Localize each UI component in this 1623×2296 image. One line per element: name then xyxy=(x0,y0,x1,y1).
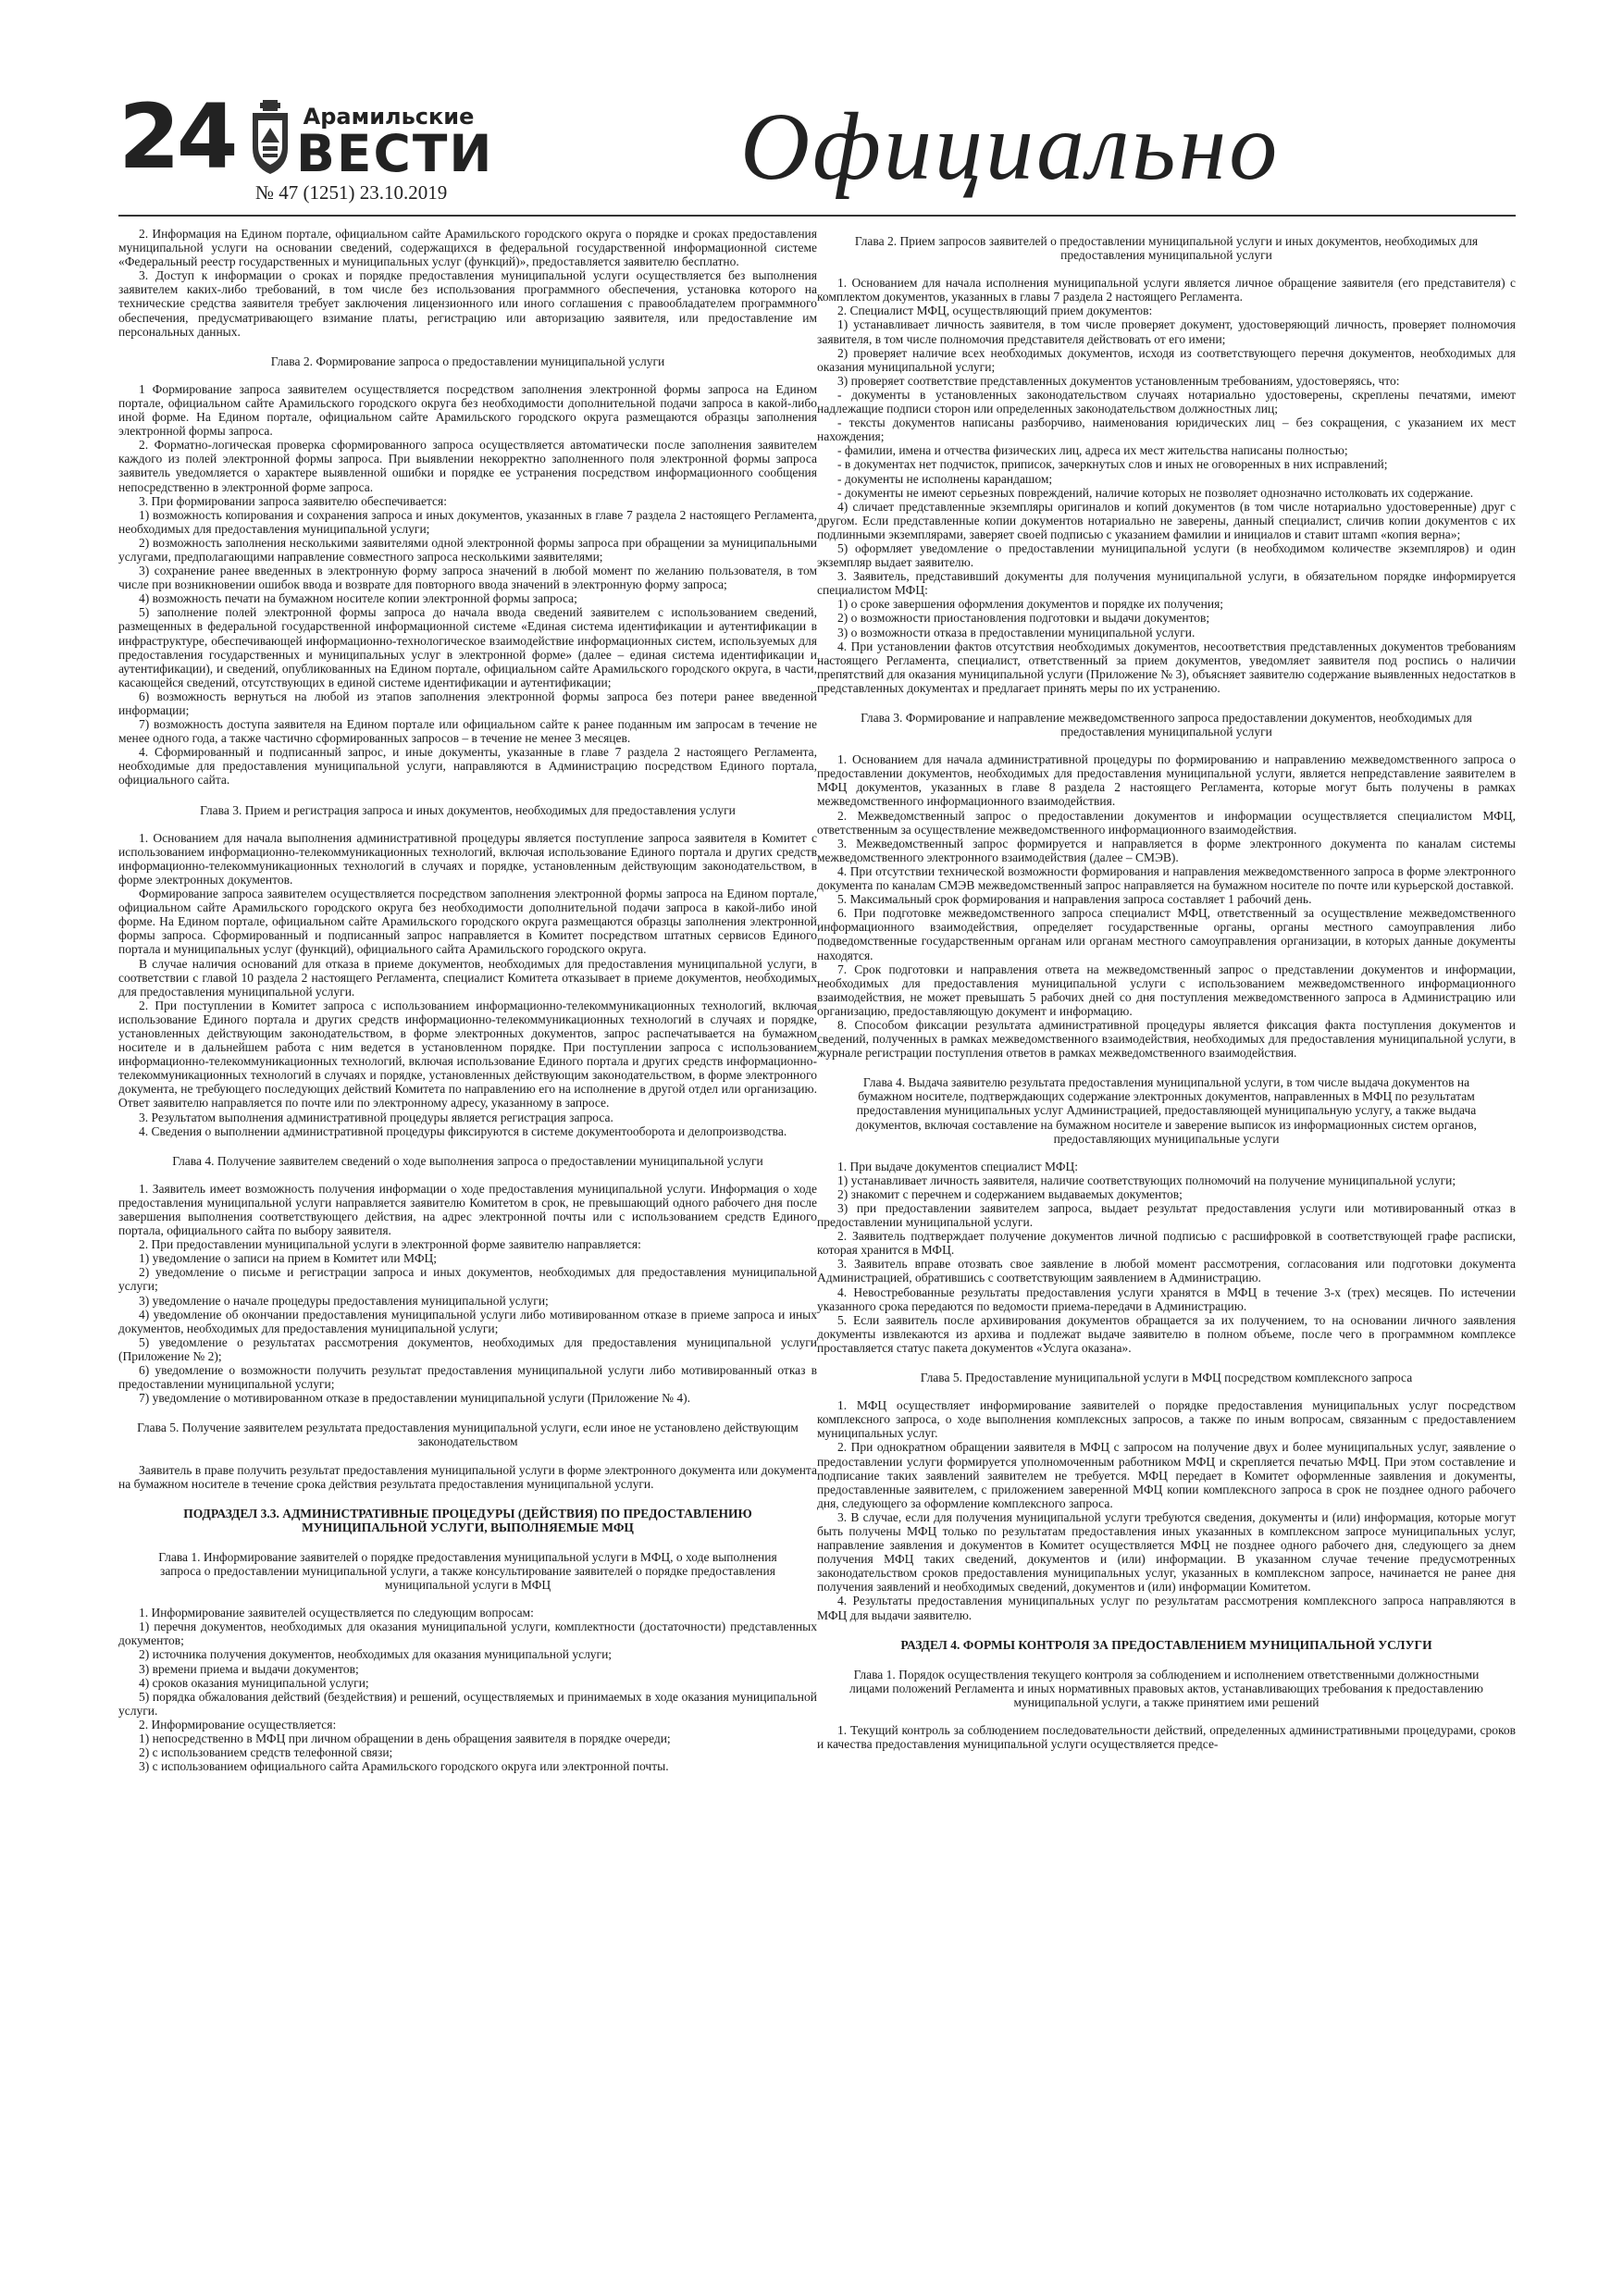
article-paragraph: - в документах нет подчисток, приписок, зачеркнутых слов и иных не оговоренных в них исправлений; xyxy=(837,457,1388,472)
chapter-heading: Глава 4. Выдача заявителю результата предоставления муниципальной услуги, в том числе выдача документов на бумажном носителе, подтверждающих содержание электронных документов, направленных в МФЦ по результатам предоставления муниципальных услуг Администрацией, предоставляющей муниципальную услугу, а также выдача документов, включая составление на бумажном носителе и заверение выписок из информационных систем органов, предоставляющих муниципальные услуги xyxy=(856,1075,1477,1146)
coat-of-arms-icon xyxy=(250,100,291,176)
chapter-heading: Глава 5. Предоставление муниципальной услуги в МФЦ посредством комплексного запроса xyxy=(920,1371,1413,1385)
article-paragraph: 3. В случае, если для получения муниципальной услуги требуются сведения, документы и (или) информация, которые могут быть получены МФЦ только по результатам предоставления иных указанных в комплексном запросе муниципальных услуг, направление заявления и документов в Комитет осуществляется МФЦ не позднее одного рабочего дня, следующего за днем получения МФЦ таких сведений, документов и (или) информации. В указанном случае течение предусмотренных законодательством сроков предоставления муниципальных услуг, указанных в комплексном запросе, начинается не ранее дня получения заявлений и необходимых сведений, документов и (или) информации Комитетом. xyxy=(817,1509,1516,1595)
article-paragraph: 2. Информирование осуществляется: xyxy=(139,1717,337,1731)
article-paragraph: 4) сроков оказания муниципальной услуги; xyxy=(139,1675,369,1690)
article-paragraph: 2. Заявитель подтверждает получение документов личной подписью с расшифровкой в соответствующей графе расписки, которая хранится в МФЦ. xyxy=(817,1229,1516,1258)
article-paragraph: 7) возможность доступа заявителя на Едином портале или официальном сайте к ранее поданным им запросам в течение не менее одного года, а также частично сформированных запросов – в течение не менее 3 месяцев. xyxy=(118,717,817,746)
article-paragraph: 4. Результаты предоставления муниципальных услуг по результатам рассмотрения комплексного запроса направляются в МФЦ для выдачи заявителю. xyxy=(817,1594,1516,1622)
article-paragraph: 5) уведомление о результатах рассмотрения документов, необходимых для предоставления муниципальной услуги (Приложение № 2); xyxy=(118,1334,817,1363)
right-column xyxy=(817,227,1516,2272)
article-paragraph: 1) непосредственно в МФЦ при личном обращении в день обращения заявителя в порядке очереди; xyxy=(139,1731,671,1745)
logo-subtitle: Арамильские xyxy=(303,104,475,130)
article-paragraph: 4. При отсутствии технической возможности формирования и направления межведомственного запроса в форме электронного документа по каналам СМЭВ межведомственный запрос направляется на бумажном носителе по почте или курьерской доставкой. xyxy=(817,863,1516,893)
article-paragraph: 8. Способом фиксации результата административной процедуры является фиксация факта поступления документов и сведений, полученных в рамках межведомственного взаимодействия, необходимых для предоставления муниципальной услуги, в журнале регистрации поступления ответов в рамках межведомственного взаимодействия. xyxy=(817,1017,1516,1061)
article-paragraph: 6) возможность вернуться на любой из этапов заполнения электронной формы запроса без потери ранее введенной информации; xyxy=(118,689,817,717)
section-heading: ПОДРАЗДЕЛ 3.3. АДМИНИСТРАТИВНЫЕ ПРОЦЕДУРЫ (ДЕЙСТВИЯ) ПО ПРЕДОСТАВЛЕНИЮ МУНИЦИПАЛЬНОЙ УСЛУГИ, ВЫПОЛНЯЕМЫЕ МФЦ xyxy=(183,1506,752,1534)
article-paragraph: 3. Доступ к информации о сроках и порядке предоставления муниципальной услуги осуществляется без выполнения заявителем каких-либо требований, в том числе без использования программного обеспечения, установка которого на технические средства заявителя требует заключения лицензионного или иного соглашения с правообладателем программного обеспечения, предусматривающего взимание платы, регистрацию или авторизацию заявителя, или предоставление им персональных данных. xyxy=(118,268,817,339)
article-paragraph: - документы в установленных законодательством случаях нотариально удостоверены, скреплены печатями, имеют надлежащие подписи сторон или определенных законодательством должностных лиц; xyxy=(817,387,1516,416)
article-paragraph: 1. МФЦ осуществляет информирование заявителей о порядке предоставления муниципальных услуг посредством комплексного запроса, о ходе выполнения комплексных запросов, а также по иным вопросам, связанным с предоставлением муниципальных услуг. xyxy=(817,1398,1516,1441)
article-paragraph: Формирование запроса заявителем осуществляется посредством заполнения электронной формы запроса на Едином портале, официальном сайте Арамильского городского округа без необходимости дополнительной подачи запроса в какой-либо иной форме. На Едином портале, официальном сайте Арамильского городского округа размещаются образцы заполнения электронной формы запроса. Сформированный и подписанный запрос направляется в Комитет посредством штатных сервисов Единого портала и муниципальных услуг (функций), официального сайта Арамильского городского округа. xyxy=(118,887,817,957)
article-paragraph: 4. Сформированный и подписанный запрос, и иные документы, указанные в главе 7 раздела 2 настоящего Регламента, необходимые для предоставления муниципальной услуги, направляются в Администрацию посредством Единого портала, официального сайта. xyxy=(118,745,817,788)
chapter-heading: Глава 1. Информирование заявителей о порядке предоставления муниципальной услуги в МФЦ, о ходе выполнения запроса о предоставлении муниципальной услуги, а также консультирование заявителей о порядке предоставления муниципальной услуги в МФЦ xyxy=(158,1549,777,1593)
article-paragraph: 3) уведомление о начале процедуры предоставления муниципальной услуги; xyxy=(139,1293,549,1308)
article-paragraph: 4) возможность печати на бумажном носителе копии электронной формы запроса; xyxy=(139,591,577,606)
section-heading: РАЗДЕЛ 4. ФОРМЫ КОНТРОЛЯ ЗА ПРЕДОСТАВЛЕНИЕМ МУНИЦИПАЛЬНОЙ УСЛУГИ xyxy=(900,1637,1432,1652)
article-paragraph: 2. Информация на Едином портале, официальном сайте Арамильского городского округа о порядке и сроках предоставления муниципальной услуги на основании сведений, содержащихся в федеральной государственной информационной системе «Федеральный реестр государственных и муниципальных услуг (функций)», предоставляется заявителю бесплатно. xyxy=(118,227,817,269)
article-paragraph: 4. При установлении фактов отсутствия необходимых документов, несоответствия представленных документов требованиям настоящего Регламента, специалист, ответственный за прием документов, уведомляет заявителя под роспись о наличии препятствий для оказания муниципальной услуги (Приложение № 3), объясняет заявителю содержание выявленных недостатков в представленных документах и предлагает принять меры по их устранению. xyxy=(817,639,1516,695)
article-paragraph: 1. Основанием для начала административной процедуры по формированию и направлению межведомственного запроса о предоставлении документов, необходимых для предоставления муниципальной услуги, является непредставление заявителем в МФЦ документов, указанных в главе 8 раздела 2 настоящего Регламента, которые могут быть получены в рамках межведомственного информационного взаимодействия. xyxy=(817,752,1516,809)
chapter-heading: Глава 2. Формирование запроса о предоставлении муниципальной услуги xyxy=(270,354,665,368)
article-paragraph: 1. Основанием для начала исполнения муниципальной услуги является личное обращение заявителя (его представителя) с комплектом документов, указанных в главы 7 раздела 2 настоящего Регламента. xyxy=(817,276,1516,304)
article-paragraph: 2) уведомление о письме и регистрации запроса и иных документов, необходимых для предоставления муниципальной услуги; xyxy=(118,1265,817,1294)
logo-title: ВЕСТИ xyxy=(296,124,494,183)
article-paragraph: 3. Межведомственный запрос формируется и направляется в форме электронного документа по каналам системы межведомственного электронного взаимодействия (далее – СМЭВ). xyxy=(817,836,1516,864)
article-paragraph: 3. Заявитель вправе отозвать свое заявление в любой момент рассмотрения, согласования или подготовки документа Администрацией, обратившись с соответствующим заявлением в Администрацию. xyxy=(817,1257,1516,1285)
article-paragraph: Заявитель в праве получить результат предоставления муниципальной услуги в форме электронного документа или документа на бумажном носителе в течение срока действия результата предоставления муниципальной услуги. xyxy=(118,1462,817,1491)
article-paragraph: 3) с использованием официального сайта Арамильского городского округа или электронной почты. xyxy=(139,1759,669,1774)
chapter-heading: Глава 3. Прием и регистрация запроса и иных документов, необходимых для предоставления услуги xyxy=(200,802,736,817)
article-paragraph: 6. При подготовке межведомственного запроса специалист МФЦ, ответственный за осуществление межведомственного информационного взаимодействия, определяет государственные органы, органы местного самоуправления либо подведомственные государственным органам или органам местного самоуправления организации, в которых данные документы находятся. xyxy=(817,906,1516,962)
article-paragraph: 4) уведомление об окончании предоставления муниципальной услуги либо мотивированном отказе в приеме запроса и иных документов, необходимых для предоставления муниципальной услуги; xyxy=(118,1307,817,1335)
article-paragraph: 1) перечня документов, необходимых для оказания муниципальной услуги, комплектности (достаточности) представленных документов; xyxy=(118,1620,817,1648)
article-paragraph: 2) о возможности приостановления подготовки и выдачи документов; xyxy=(837,611,1210,626)
article-paragraph: 3) о возможности отказа в предоставлении муниципальной услуги. xyxy=(837,625,1196,639)
article-paragraph: 3) сохранение ранее введенных в электронную форму запроса значений в любой момент по желанию пользователя, в том числе при возникновении ошибок ввода и возврате для повторного ввода значений в электронную форму запроса; xyxy=(118,564,817,592)
article-paragraph: 7) уведомление о мотивированном отказе в предоставлении муниципальной услуги (Приложение № 4). xyxy=(139,1391,691,1406)
chapter-heading: Глава 1. Порядок осуществления текущего контроля за соблюдением и исполнением ответственными должностными лицами положений Регламента и иных нормативных правовых актов, устанавливающих требования к предоставлению муниципальной услуги, а также принятием ими решений xyxy=(849,1667,1483,1709)
page-number: 24 xyxy=(118,85,235,189)
article-paragraph: 5. Если заявитель после архивирования документов обращается за их получением, то на основании личного заявления документы извлекаются из архива и подлежат выдаче заявителю в полном объеме, после чего в программном комплексе проставляется статус пакета документов «Услуга оказана». xyxy=(817,1312,1516,1355)
article-paragraph: 4) сличает представленные экземпляры оригиналов и копий документов (в том числе нотариально удостоверенные) друг с другом. Если представленные копии документов нотариально не заверены, данный специалист, сличив копии документов с их подлинными экземплярами, заверяет своей подписью с указанием фамилии и инициалов и ставит штамп «копия верна»; xyxy=(817,499,1516,541)
chapter-heading: Глава 5. Получение заявителем результата предоставления муниципальной услуги, если иное не установлено действующим законодательством xyxy=(137,1421,799,1449)
article-paragraph: 3. При формировании запроса заявителю обеспечивается: xyxy=(139,493,447,508)
article-paragraph: - документы не исполнены карандашом; xyxy=(837,471,1053,486)
article-paragraph: 5) заполнение полей электронной формы запроса до начала ввода сведений заявителем с использованием сведений, размещенных в федеральной государственной информационной системе «Единая система идентификации и аутентификации в инфраструктуре, обеспечивающей информационно-технологическое взаимодействие информационных систем, используемых для предоставления государственных и муниципальных услуг в электронной форме» (далее – единая система идентификации и аутентификации), и сведений, опубликованных на Едином портале, официальном сайте Арамильского городского округа, в части, касающейся сведений, отсутствующих в единой системе идентификации и аутентификации; xyxy=(118,605,817,689)
article-paragraph: 1. Текущий контроль за соблюдением последовательности действий, определенных административными процедурами, сроков и качества предоставления муниципальной услуги осуществляется предсе- xyxy=(817,1723,1516,1752)
left-column xyxy=(118,227,817,2272)
article-paragraph: - документы не имеют серьезных повреждений, наличие которых не позволяет однозначно истолковать их содержание. xyxy=(837,485,1474,500)
article-paragraph: 3. Заявитель, представивший документы для получения муниципальной услуги, в обязательном порядке информируется специалистом МФЦ: xyxy=(817,569,1516,598)
article-paragraph: 7. Срок подготовки и направления ответа на межведомственный запрос о представлении документов и информации, необходимых для предоставления муниципальной услуги с использованием межведомственного информационного взаимодействия, не может превышать 5 рабочих дней со дня поступления межведомственного запроса в Администрацию или организацию, предоставляющую документ и информацию. xyxy=(817,962,1516,1018)
article-paragraph: 1) уведомление о записи на прием в Комитет или МФЦ; xyxy=(139,1251,438,1266)
article-paragraph: 1) о сроке завершения оформления документов и порядке их получения; xyxy=(837,597,1224,612)
article-paragraph: 1 Формирование запроса заявителем осуществляется посредством заполнения электронной формы запроса на Едином портале, официальном сайте Арамильского городского округа без необходимости дополнительной подачи запроса в какой-либо иной форме. На Едином портале, официальном сайте Арамильского городского округа размещаются образцы заполнения электронной формы запроса. xyxy=(118,381,817,439)
article-paragraph: 2. Межведомственный запрос о предоставлении документов и информации осуществляется специалистом МФЦ, ответственным за осуществление межведомственного информационного взаимодействия. xyxy=(817,808,1516,837)
article-paragraph: 3) проверяет соответствие представленных документов установленным требованиям, удостоверяясь, что: xyxy=(837,373,1400,388)
article-paragraph: 1. Заявитель имеет возможность получения информации о ходе предоставления муниципальной услуги. Информация о ходе предоставления муниципальной услуги направляется заявителю Комитетом в срок, не превышающий одного рабочего дня после завершения выполнения соответствующего действия, на адрес электронной почты или с использованием средств Единого портала, официального сайта по выбору заявителя. xyxy=(118,1181,817,1238)
masthead xyxy=(0,0,1623,227)
article-paragraph: 1) устанавливает личность заявителя, наличие соответствующих полномочий на получение муниципальной услуги; xyxy=(837,1173,1456,1187)
article-paragraph: - тексты документов написаны разборчиво, наименования юридических лиц – без сокращения, с указанием их мест нахождения; xyxy=(817,416,1516,444)
chapter-heading: Глава 2. Прием запросов заявителей о предоставлении муниципальной услуги и иных документов, необходимых для предоставления муниципальной услуги xyxy=(854,234,1479,263)
article-paragraph: 2) источника получения документов, необходимых для оказания муниципальной услуги; xyxy=(139,1647,613,1662)
article-paragraph: 2. При поступлении в Комитет запроса с использованием информационно-телекоммуникационных технологий, включая использование Единого портала и других средств информационно-телекоммуникационных технологий в случаях и порядке, установленных действующим законодательством, в форме электронных документов, запрос распечатывается на бумажном носителе и в дальнейшем работа с ним ведется в установленном порядке. При поступлении запроса с использованием информационно-телекоммуникационных технологий, включая использование Единого портала и других средств информационно-телекоммуникационных технологий в случаях и порядке, установленных действующим законодательством, в форме электронного документа, не требующего последующих действий Комитета по направлению его на исполнение в другой отдел или организацию. Ответ заявителю направляется по почте или по электронному адресу, указанному в запросе. xyxy=(118,998,817,1111)
article-paragraph: 6) уведомление о возможности получить результат предоставления муниципальной услуги либо мотивированный отказ в предоставлении муниципальной услуги; xyxy=(118,1363,817,1392)
article-paragraph: 2. Форматно-логическая проверка сформированного запроса осуществляется автоматически после заполнения заявителем каждого из полей электронной формы запроса. При выявлении некорректно заполненного поля электронной формы запроса заявитель уведомляется о характере выявленной ошибки и порядке ее устранения посредством информационного сообщения непосредственно в электронной форме запроса. xyxy=(118,438,817,494)
article-paragraph: 3) времени приема и выдачи документов; xyxy=(139,1661,359,1676)
article-paragraph: 3. Результатом выполнения административной процедуры является регистрация запроса. xyxy=(139,1110,613,1124)
article-paragraph: 2. Специалист МФЦ, осуществляющий прием документов: xyxy=(837,304,1153,318)
article-paragraph: 2. При предоставлении муниципальной услуги в электронной форме заявителю направляется: xyxy=(139,1237,641,1252)
article-paragraph: 2) знакомит с перечнем и содержанием выдаваемых документов; xyxy=(837,1186,1183,1201)
article-paragraph: 1. При выдаче документов специалист МФЦ: xyxy=(837,1159,1079,1173)
article-paragraph: 2. При однократном обращении заявителя в МФЦ с запросом на получение двух и более муниципальных услуг, заявление о предоставлении услуги формируется уполномоченным работником МФЦ и скрепляется печатью МФЦ. При этом составление и подписание таких заявлений заявителем не требуется. МФЦ передает в Комитет оформленные заявления и документы, предоставленные заявителем, с приложением заверенной МФЦ копии комплексного запроса в срок не позднее одного рабочего дня, следующего за оформление комплексного запроса. xyxy=(817,1440,1516,1510)
article-paragraph: 1) устанавливает личность заявителя, в том числе проверяет документ, удостоверяющий личность, проверяет полномочия заявителя, в том числе полномочия представителя действовать от его имени; xyxy=(817,317,1516,346)
article-paragraph: 5) оформляет уведомление о предоставлении муниципальной услуги (в необходимом количестве экземпляров) и один экземпляр выдает заявителю. xyxy=(817,540,1516,570)
article-paragraph: 2) проверяет наличие всех необходимых документов, исходя из соответствующего перечня документов, необходимых для оказания муниципальной услуги; xyxy=(817,345,1516,374)
chapter-heading: Глава 4. Получение заявителем сведений о ходе выполнения запроса о предоставлении муниципальной услуги xyxy=(172,1153,763,1168)
article-paragraph: 2) с использованием средств телефонной связи; xyxy=(139,1745,393,1760)
chapter-heading: Глава 3. Формирование и направление межведомственного запроса предоставлении документов, необходимых для предоставления муниципальной услуги xyxy=(861,711,1472,739)
article-paragraph: 4. Невостребованные результаты предоставления услуги хранятся в МФЦ в течение 3-х (трех) месяцев. По истечении указанного срока передаются по ведомости приема-передачи в Администрацию. xyxy=(817,1285,1516,1313)
newspaper-logo xyxy=(250,100,494,183)
article-paragraph: 5) порядка обжалования действий (бездействия) и решений, осуществляемых и принимаемых в ходе оказания муниципальной услуги. xyxy=(118,1689,817,1718)
article-paragraph: 1. Информирование заявителей осуществляется по следующим вопросам: xyxy=(139,1606,534,1620)
article-paragraph: В случае наличия оснований для отказа в приеме документов, необходимых для предоставления муниципальной услуги, в соответствии с главой 10 раздела 2 настоящего Регламента, специалист Комитета отказывает в приеме документов, необходимых для предоставления муниципальной услуги. xyxy=(118,956,817,999)
article-paragraph: 1. Основанием для начала выполнения административной процедуры является поступление запроса заявителя в Комитет с использованием информационно-телекоммуникационных технологий, включая использование Единого портала и других средств информационно-телекоммуникационных технологий в случаях и порядке, установленным действующим законодательством, в форме электронных документов. xyxy=(118,830,817,887)
article-paragraph: 5. Максимальный срок формирования и направления запроса составляет 1 рабочий день. xyxy=(837,892,1312,907)
article-paragraph: 2) возможность заполнения несколькими заявителями одной электронной формы запроса при обращении за муниципальными услугами, предполагающими направление совместного запроса несколькими заявителями; xyxy=(118,535,817,564)
article-paragraph: 4. Сведения о выполнении административной процедуры фиксируются в системе документооборота и делопроизводства. xyxy=(139,1123,787,1138)
issue-number-date: № 47 (1251) 23.10.2019 xyxy=(255,181,448,204)
article-paragraph: 3) при предоставлении заявителем запроса, выдает результат предоставления услуги или мотивированный отказ в предоставлении муниципальной услуги. xyxy=(817,1201,1516,1230)
article-paragraph: - фамилии, имена и отчества физических лиц, адреса их мест жительства написаны полностью; xyxy=(837,443,1348,458)
header-divider xyxy=(118,215,1516,217)
section-title: Официально xyxy=(740,93,1281,200)
article-paragraph: 1) возможность копирования и сохранения запроса и иных документов, указанных в главе 7 раздела 2 настоящего Регламента, необходимых для предоставления муниципальной услуги; xyxy=(118,507,817,536)
